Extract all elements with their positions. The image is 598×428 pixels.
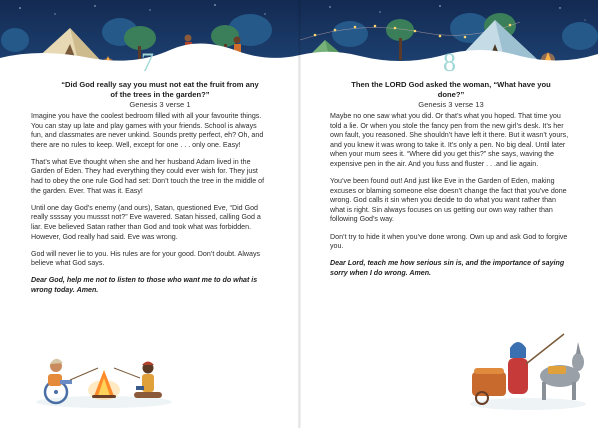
bible-verse (60, 80, 260, 110)
paragraph: God will never lie to you. His rules are for your good. Don’t doubt. Always believe what God says. (31, 249, 261, 268)
prayer: Dear Lord, teach me how serious sin is, and the importance of saying sorry when I do wrong. Amen. (330, 259, 565, 277)
devotional-text (330, 112, 570, 286)
right-page (300, 0, 598, 428)
verse-reference: Genesis 3 verse 1 (129, 100, 191, 109)
page-number: 7 (141, 48, 154, 77)
bible-verse (340, 80, 562, 110)
paragraph: Imagine you have the coolest bedroom filled with all your favourite things. You can stay up late and play games with your friends. School is always fun, and classmates are never unkind. Sounds pretty perfect, eh? Oh, and there are no rules to keep. Well, except for one . . . only one. Easy! (31, 112, 264, 149)
page-number: 8 (443, 48, 456, 77)
paragraph: You’ve been found out! And just like Eve in the Garden of Eden, making excuses or blaming someone else doesn’t change the fact that you’ve done wrong. God calls it sin when you decide to do what you want rather than what is right. Sin always focuses on us getting our own way rather than following God’s way. (330, 177, 567, 224)
paragraph: Don’t try to hide it when you’ve done wrong. Own up and ask God to forgive you. (330, 232, 568, 251)
verse-reference: Genesis 3 verse 13 (418, 100, 484, 109)
prayer: Dear God, help me not to listen to those who want me to do what is wrong today. Amen. (31, 276, 258, 294)
paragraph: Maybe no one saw what you did. Or that’s what you hoped. That time you told a lie. Or when you stole the fancy pen from the new girl’s desk. It’s her own fault, you reasoned. She shouldn’t have left it there. But it wasn’t yours, and you knew it was wrong to take it. It’s only a pen. No big deal. Until later when your mum sees it. “Where did you get this?” she says, waving the expensive pen in the air. And you fuss and fluster . . .and lie again. (330, 112, 569, 168)
paragraph: Until one day God’s enemy (and ours), Satan, questioned Eve, “Did God really ssssay you mussst not?” Eve wavered. Satan hissed, calling God a liar. Eve believed Satan rather than God and took what was forbidden. However, God really had said. Eve was wrong. (31, 203, 261, 241)
campfire-friends-illustration (34, 338, 174, 408)
woman-with-donkey-illustration (468, 328, 586, 410)
devotional-text (31, 112, 267, 303)
verse-quote: Then the LORD God asked the woman, “What have you done?” (351, 80, 551, 99)
left-page (0, 0, 298, 428)
paragraph: That’s what Eve thought when she and her husband Adam lived in the Garden of Eden. They had everything they could ever wish for. They just had to obey the one rule God had set: Don’t touch the tree in the middle of the garden. Ever. That was it. Easy! (31, 157, 265, 195)
verse-quote: “Did God really say you must not eat the fruit from any of the trees in the garden?” (61, 80, 259, 99)
